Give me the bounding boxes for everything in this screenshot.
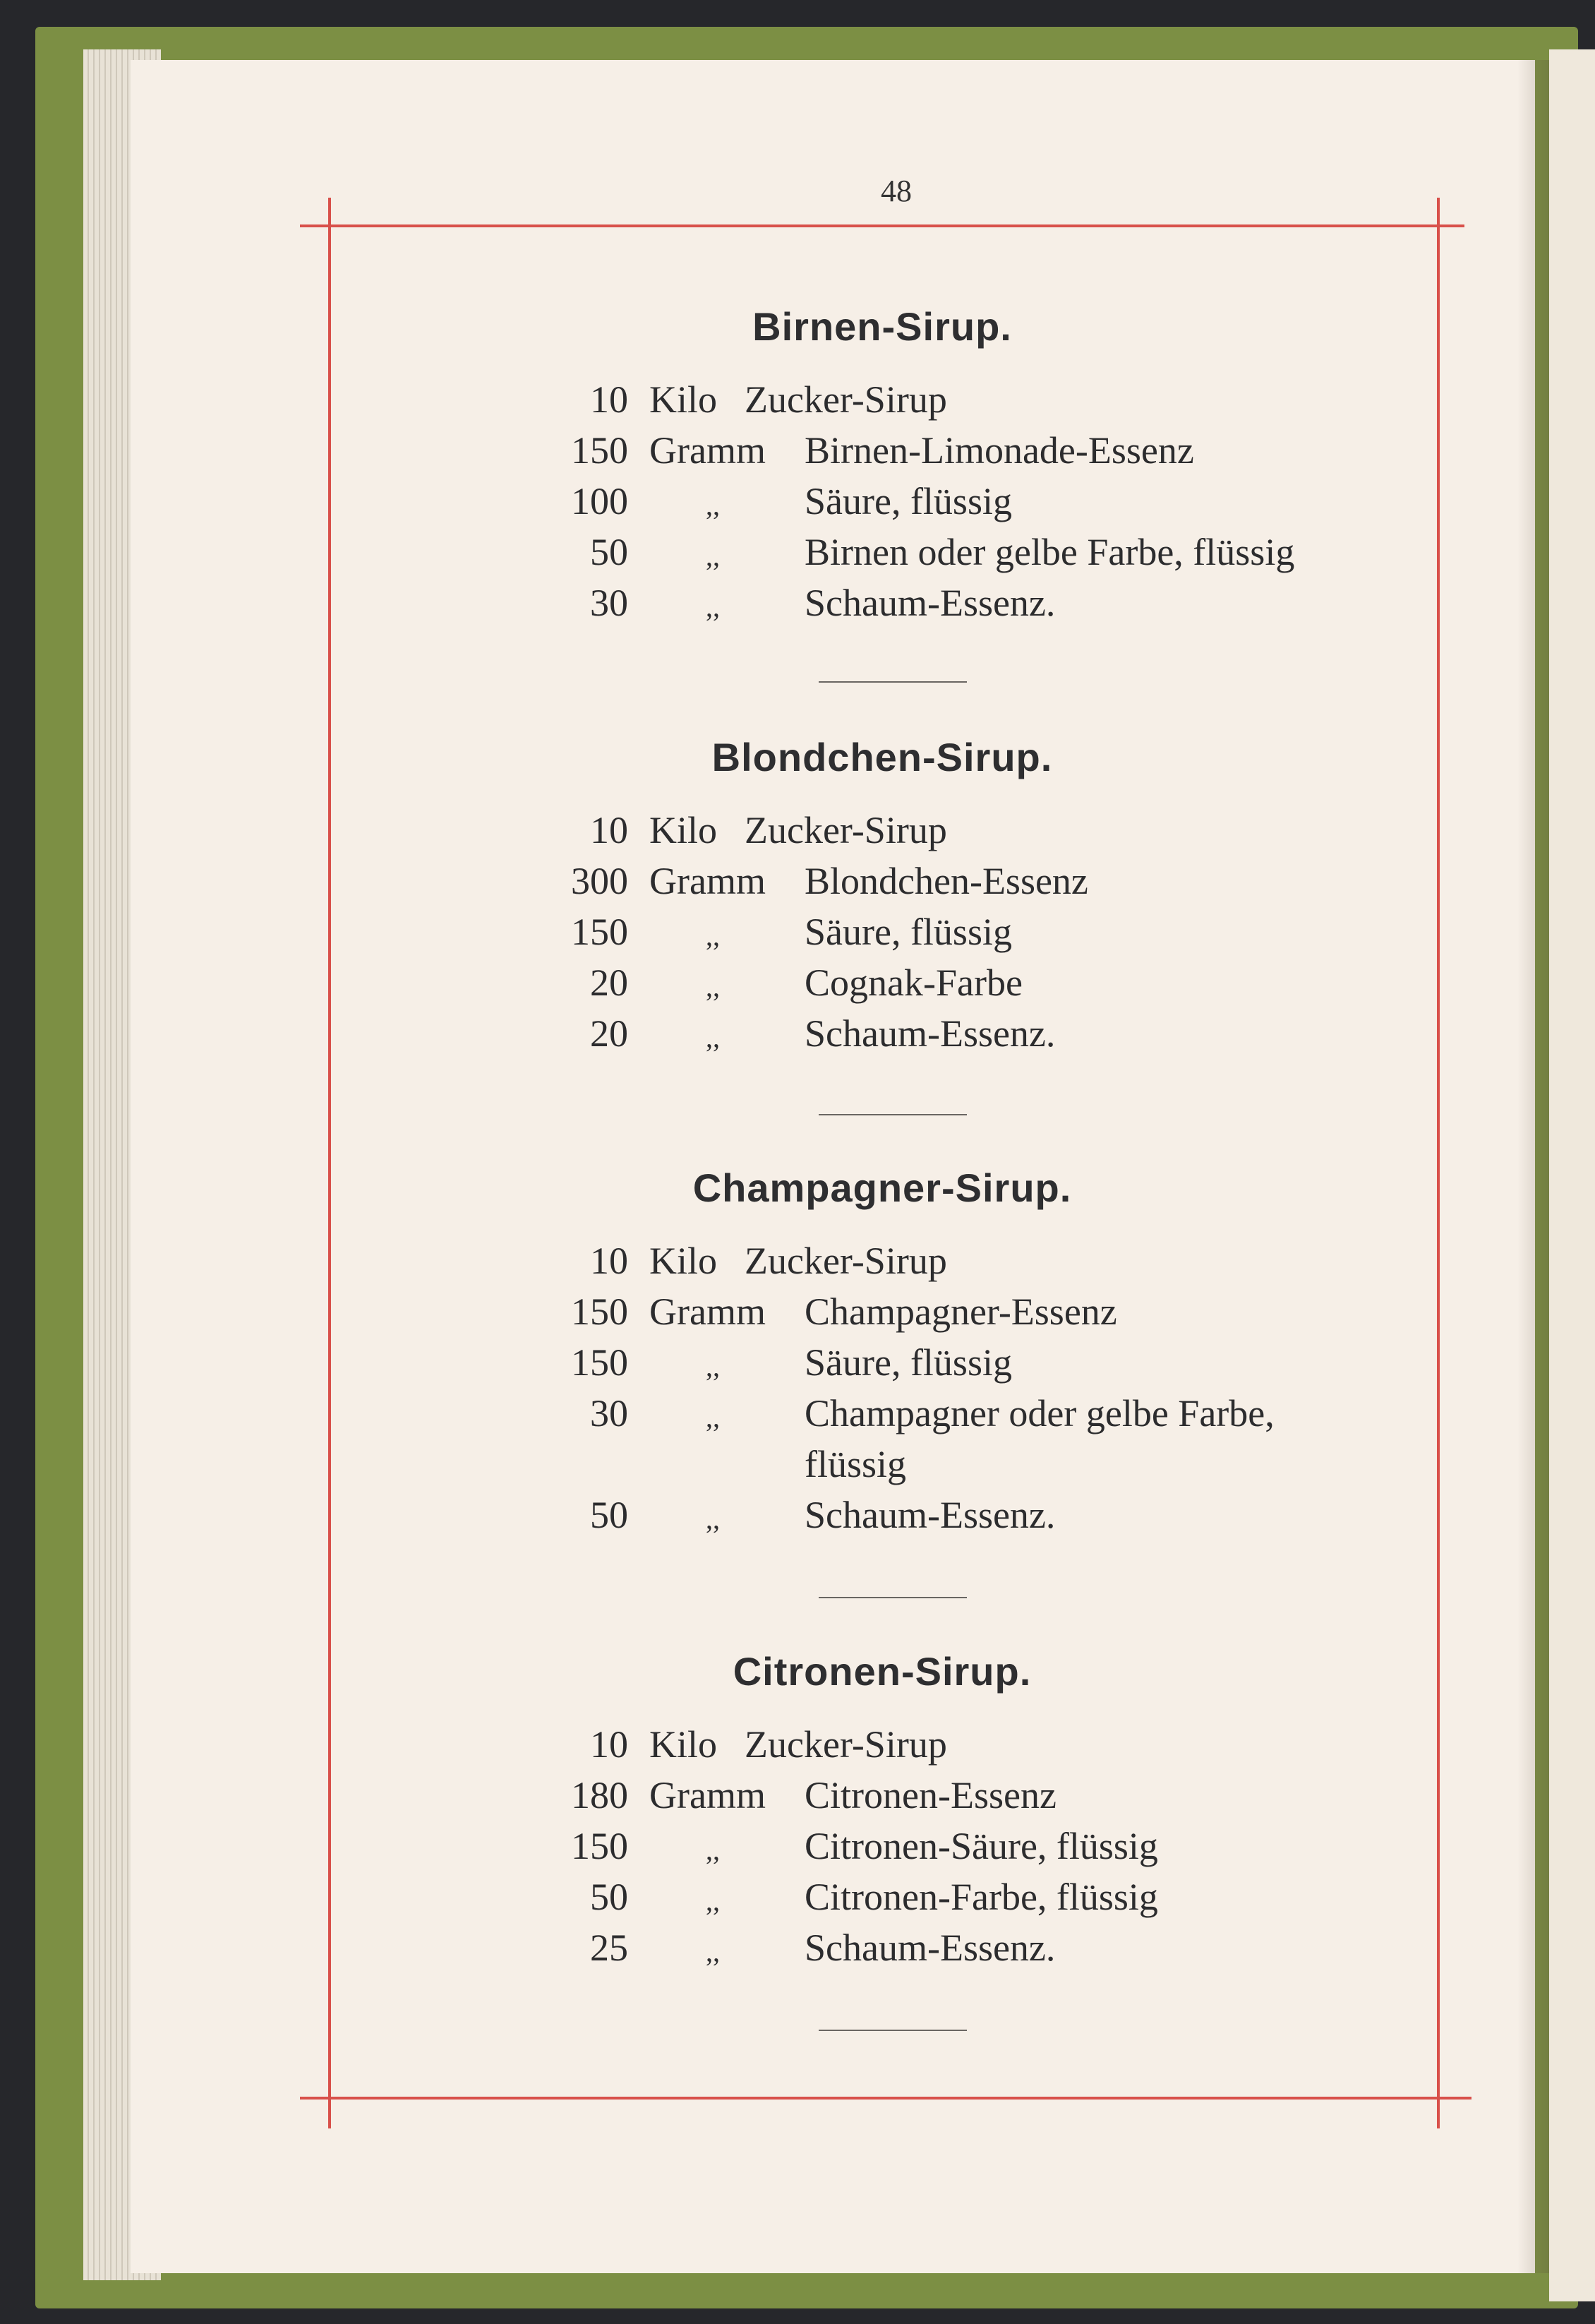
ingredient-quantity: 30 bbox=[590, 1392, 628, 1434]
ingredient-quantity: 10 bbox=[590, 1240, 628, 1282]
ingredient-unit: Gramm bbox=[649, 1290, 766, 1333]
recipe-title: Birnen-Sirup. bbox=[752, 304, 1012, 349]
ditto-mark: ,, bbox=[706, 1022, 720, 1053]
ingredient-line bbox=[0, 1871, 1595, 1922]
section-divider bbox=[819, 681, 967, 683]
ingredient-line bbox=[0, 1821, 1595, 1871]
ingredient-name: Champagner oder gelbe Farbe, bbox=[805, 1392, 1275, 1434]
ingredient-quantity: 150 bbox=[571, 911, 628, 953]
ingredient-name: flüssig bbox=[805, 1443, 907, 1485]
ditto-mark: ,, bbox=[706, 1885, 720, 1917]
ingredient-line bbox=[0, 374, 1595, 425]
ingredient-name: Citronen-Säure, flüssig bbox=[805, 1825, 1158, 1867]
ingredient-unit: Kilo bbox=[649, 1723, 718, 1766]
ingredient-unit: Kilo bbox=[649, 378, 718, 421]
ingredient-name: Schaum-Essenz. bbox=[805, 582, 1056, 624]
recipe-title: Blondchen-Sirup. bbox=[711, 735, 1053, 779]
section-divider bbox=[819, 2030, 967, 2031]
ingredient-line bbox=[0, 1439, 1595, 1490]
ingredient-quantity: 10 bbox=[590, 1723, 628, 1766]
ingredient-name: Schaum-Essenz. bbox=[805, 1494, 1056, 1536]
ingredient-quantity: 20 bbox=[590, 1012, 628, 1055]
ingredient-name: Zucker-Sirup bbox=[745, 1723, 947, 1766]
frame-bottom-rule bbox=[300, 2097, 1471, 2100]
ingredient-quantity: 300 bbox=[571, 860, 628, 902]
ingredient-quantity: 150 bbox=[571, 1341, 628, 1384]
ingredient-line bbox=[0, 577, 1595, 628]
ingredient-name: Cognak-Farbe bbox=[805, 962, 1023, 1004]
ingredient-line bbox=[0, 1337, 1595, 1388]
page-number: 48 bbox=[881, 174, 912, 208]
ingredient-unit: Gramm bbox=[649, 429, 766, 472]
ingredient-quantity: 10 bbox=[590, 378, 628, 421]
ditto-mark: ,, bbox=[706, 920, 720, 952]
section-divider bbox=[819, 1597, 967, 1598]
ingredient-line bbox=[0, 425, 1595, 476]
ditto-mark: ,, bbox=[706, 489, 720, 521]
ingredient-line bbox=[0, 856, 1595, 906]
ingredient-line bbox=[0, 1719, 1595, 1770]
ditto-mark: ,, bbox=[706, 540, 720, 572]
ingredient-name: Zucker-Sirup bbox=[745, 1240, 947, 1282]
ditto-mark: ,, bbox=[706, 1350, 720, 1382]
ingredient-quantity: 30 bbox=[590, 582, 628, 624]
ingredient-name: Blondchen-Essenz bbox=[805, 860, 1088, 902]
recipe-title: Citronen-Sirup. bbox=[733, 1649, 1032, 1694]
ditto-mark: ,, bbox=[706, 1936, 720, 1967]
ingredient-quantity: 50 bbox=[590, 531, 628, 573]
ditto-mark: ,, bbox=[706, 1503, 720, 1535]
frame-top-rule bbox=[300, 224, 1464, 227]
ingredient-line bbox=[0, 805, 1595, 856]
ingredient-name: Birnen-Limonade-Essenz bbox=[805, 429, 1194, 472]
ingredient-line bbox=[0, 906, 1595, 957]
ingredient-unit: Gramm bbox=[649, 860, 766, 902]
ingredient-name: Schaum-Essenz. bbox=[805, 1927, 1056, 1969]
ingredient-quantity: 25 bbox=[590, 1927, 628, 1969]
recipe-title: Champagner-Sirup. bbox=[692, 1166, 1072, 1210]
ingredient-unit: Gramm bbox=[649, 1774, 766, 1816]
ditto-mark: ,, bbox=[706, 591, 720, 623]
ingredient-name: Schaum-Essenz. bbox=[805, 1012, 1056, 1055]
ingredient-line bbox=[0, 1490, 1595, 1540]
ditto-mark: ,, bbox=[706, 971, 720, 1002]
ingredient-name: Birnen oder gelbe Farbe, flüssig bbox=[805, 531, 1295, 573]
ingredient-quantity: 100 bbox=[571, 480, 628, 522]
ingredient-quantity: 10 bbox=[590, 809, 628, 851]
ingredient-unit: Kilo bbox=[649, 809, 718, 851]
ingredient-unit: Kilo bbox=[649, 1240, 718, 1282]
ingredient-line bbox=[0, 1235, 1595, 1286]
ditto-mark: ,, bbox=[706, 1401, 720, 1433]
ingredient-line bbox=[0, 1388, 1595, 1439]
ingredient-line bbox=[0, 1770, 1595, 1821]
ingredient-line bbox=[0, 527, 1595, 577]
ingredient-name: Citronen-Farbe, flüssig bbox=[805, 1876, 1158, 1918]
ingredient-quantity: 150 bbox=[571, 1825, 628, 1867]
ingredient-name: Champagner-Essenz bbox=[805, 1290, 1117, 1333]
ingredient-name: Säure, flüssig bbox=[805, 480, 1012, 522]
ingredient-line bbox=[0, 1286, 1595, 1337]
ingredient-name: Säure, flüssig bbox=[805, 911, 1012, 953]
ingredient-quantity: 50 bbox=[590, 1876, 628, 1918]
ingredient-line bbox=[0, 476, 1595, 527]
ditto-mark: ,, bbox=[706, 1834, 720, 1866]
ingredient-quantity: 50 bbox=[590, 1494, 628, 1536]
ingredient-quantity: 150 bbox=[571, 1290, 628, 1333]
ingredient-quantity: 150 bbox=[571, 429, 628, 472]
ingredient-name: Säure, flüssig bbox=[805, 1341, 1012, 1384]
section-divider bbox=[819, 1114, 967, 1115]
ingredient-quantity: 20 bbox=[590, 962, 628, 1004]
ingredient-name: Zucker-Sirup bbox=[745, 809, 947, 851]
ingredient-name: Zucker-Sirup bbox=[745, 378, 947, 421]
ingredient-name: Citronen-Essenz bbox=[805, 1774, 1057, 1816]
ingredient-quantity: 180 bbox=[571, 1774, 628, 1816]
ingredient-line bbox=[0, 957, 1595, 1008]
ingredient-line bbox=[0, 1008, 1595, 1059]
ingredient-line bbox=[0, 1922, 1595, 1973]
